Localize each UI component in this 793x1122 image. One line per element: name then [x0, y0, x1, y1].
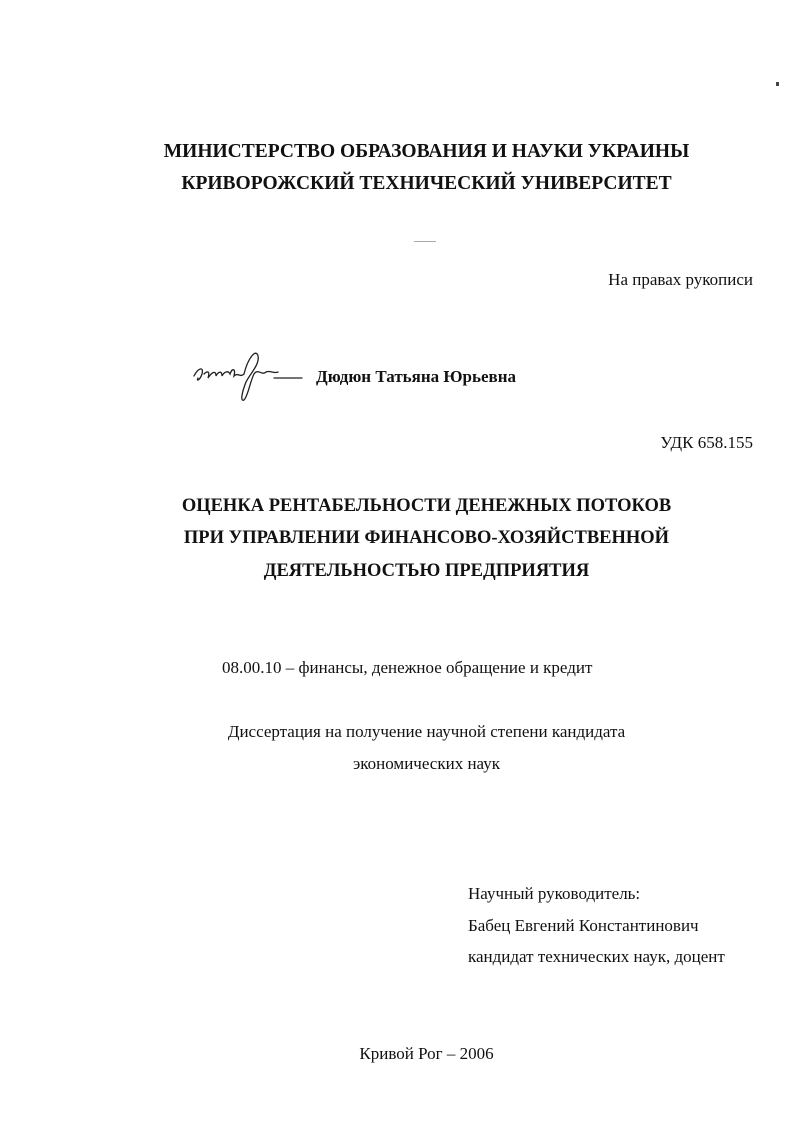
speciality-code: 08.00.10: [222, 658, 282, 677]
supervisor-name: Бабец Евгений Константинович: [468, 916, 699, 935]
title-line-3: ДЕЯТЕЛЬНОСТЬЮ ПРЕДПРИЯТИЯ: [263, 561, 590, 581]
university-heading: КРИВОРОЖСКИЙ ТЕХНИЧЕСКИЙ УНИВЕРСИТЕТ: [181, 173, 672, 194]
rights-note: На правах рукописи: [608, 270, 753, 289]
scan-speck: [776, 82, 779, 86]
dissertation-line-2: экономических наук: [352, 754, 501, 773]
udk-code: УДК 658.155: [660, 433, 753, 452]
scan-speck: [414, 241, 436, 242]
city-year: Кривой Рог – 2006: [359, 1044, 494, 1063]
supervisor-degree: кандидат технических наук, доцент: [468, 947, 725, 966]
supervisor-label: Научный руководитель:: [468, 884, 641, 903]
speciality-description: – финансы, денежное обращение и кредит: [285, 658, 593, 677]
ministry-heading: МИНИСТЕРСТВО ОБРАЗОВАНИЯ И НАУКИ УКРАИНЫ: [163, 141, 690, 162]
signature-icon: [188, 338, 308, 408]
author-name: Дюдюн Татьяна Юрьевна: [316, 367, 517, 386]
dissertation-line-1: Диссертация на получение научной степени кандидата: [227, 722, 626, 741]
title-line-2: ПРИ УПРАВЛЕНИИ ФИНАНСОВО-ХОЗЯЙСТВЕННОЙ: [183, 528, 670, 548]
speciality: [222, 659, 592, 676]
title-line-1: ОЦЕНКА РЕНТАБЕЛЬНОСТИ ДЕНЕЖНЫХ ПОТОКОВ: [181, 496, 672, 516]
